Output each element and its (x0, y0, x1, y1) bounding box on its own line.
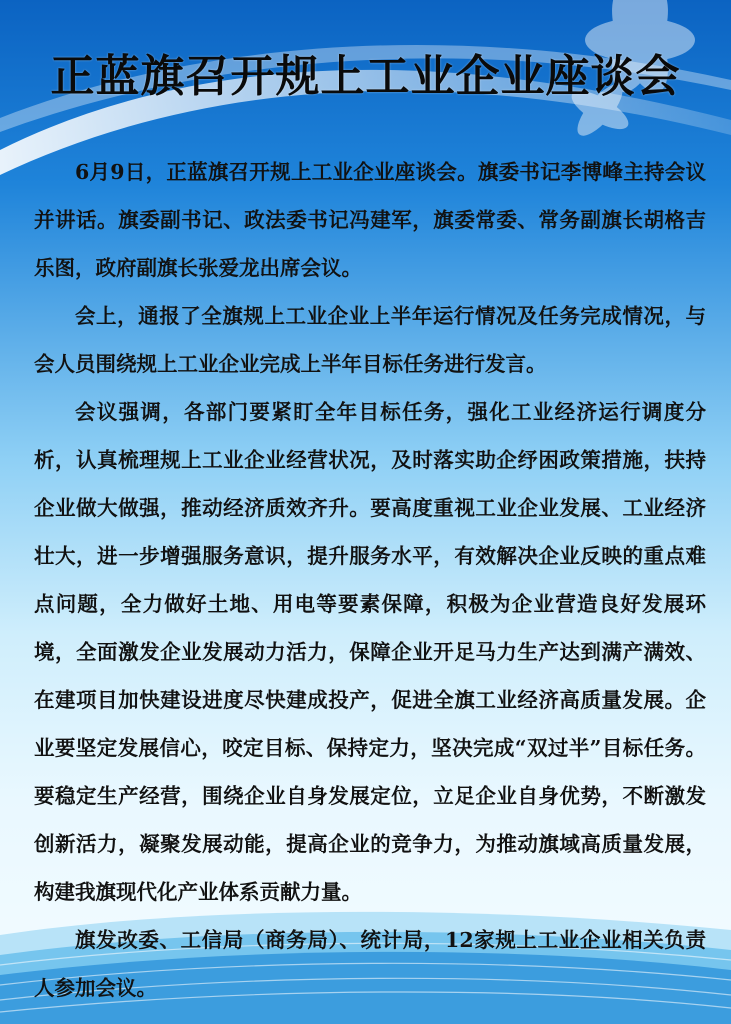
article-body (34, 148, 706, 1012)
paragraph: 6月9日，正蓝旗召开规上工业企业座谈会。旗委书记李博峰主持会议并讲话。旗委副书记、政法委书记冯建军，旗委常委、常务副旗长胡格吉乐图，政府副旗长张爱龙出席会议。 (34, 160, 706, 280)
paragraph: 旗发改委、工信局（商务局）、统计局，12家规上工业企业相关负责人参加会议。 (34, 928, 706, 1000)
paragraph: 会议强调，各部门要紧盯全年目标任务，强化工业经济运行调度分析，认真梳理规上工业企业经营状况，及时落实助企纾困政策措施，扶持企业做大做强，推动经济质效齐升。要高度重视工业企业发展、工业经济壮大，进一步增强服务意识，提升服务水平，有效解决企业反映的重点难点问题，全力做好土地、用电等要素保障，积极为企业营造良好发展环境，全面激发企业发展动力活力，保障企业开足马力生产达到满产满效、在建项目加快建设进度尽快建成投产，促进全旗工业经济高质量发展。企业要坚定发展信心，咬定目标、保持定力，坚决完成“双过半”目标任务。要稳定生产经营，围绕企业自身发展定位，立足企业自身优势，不断激发创新活力，凝聚发展动能，提高企业的竞争力，为推动旗域高质量发展，构建我旗现代化产业体系贡献力量。 (34, 400, 706, 904)
page-title: 正蓝旗召开规上工业企业座谈会 (50, 51, 681, 102)
paragraph: 会上，通报了全旗规上工业企业上半年运行情况及任务完成情况，与会人员围绕规上工业企业完成上半年目标任务进行发言。 (34, 304, 706, 376)
